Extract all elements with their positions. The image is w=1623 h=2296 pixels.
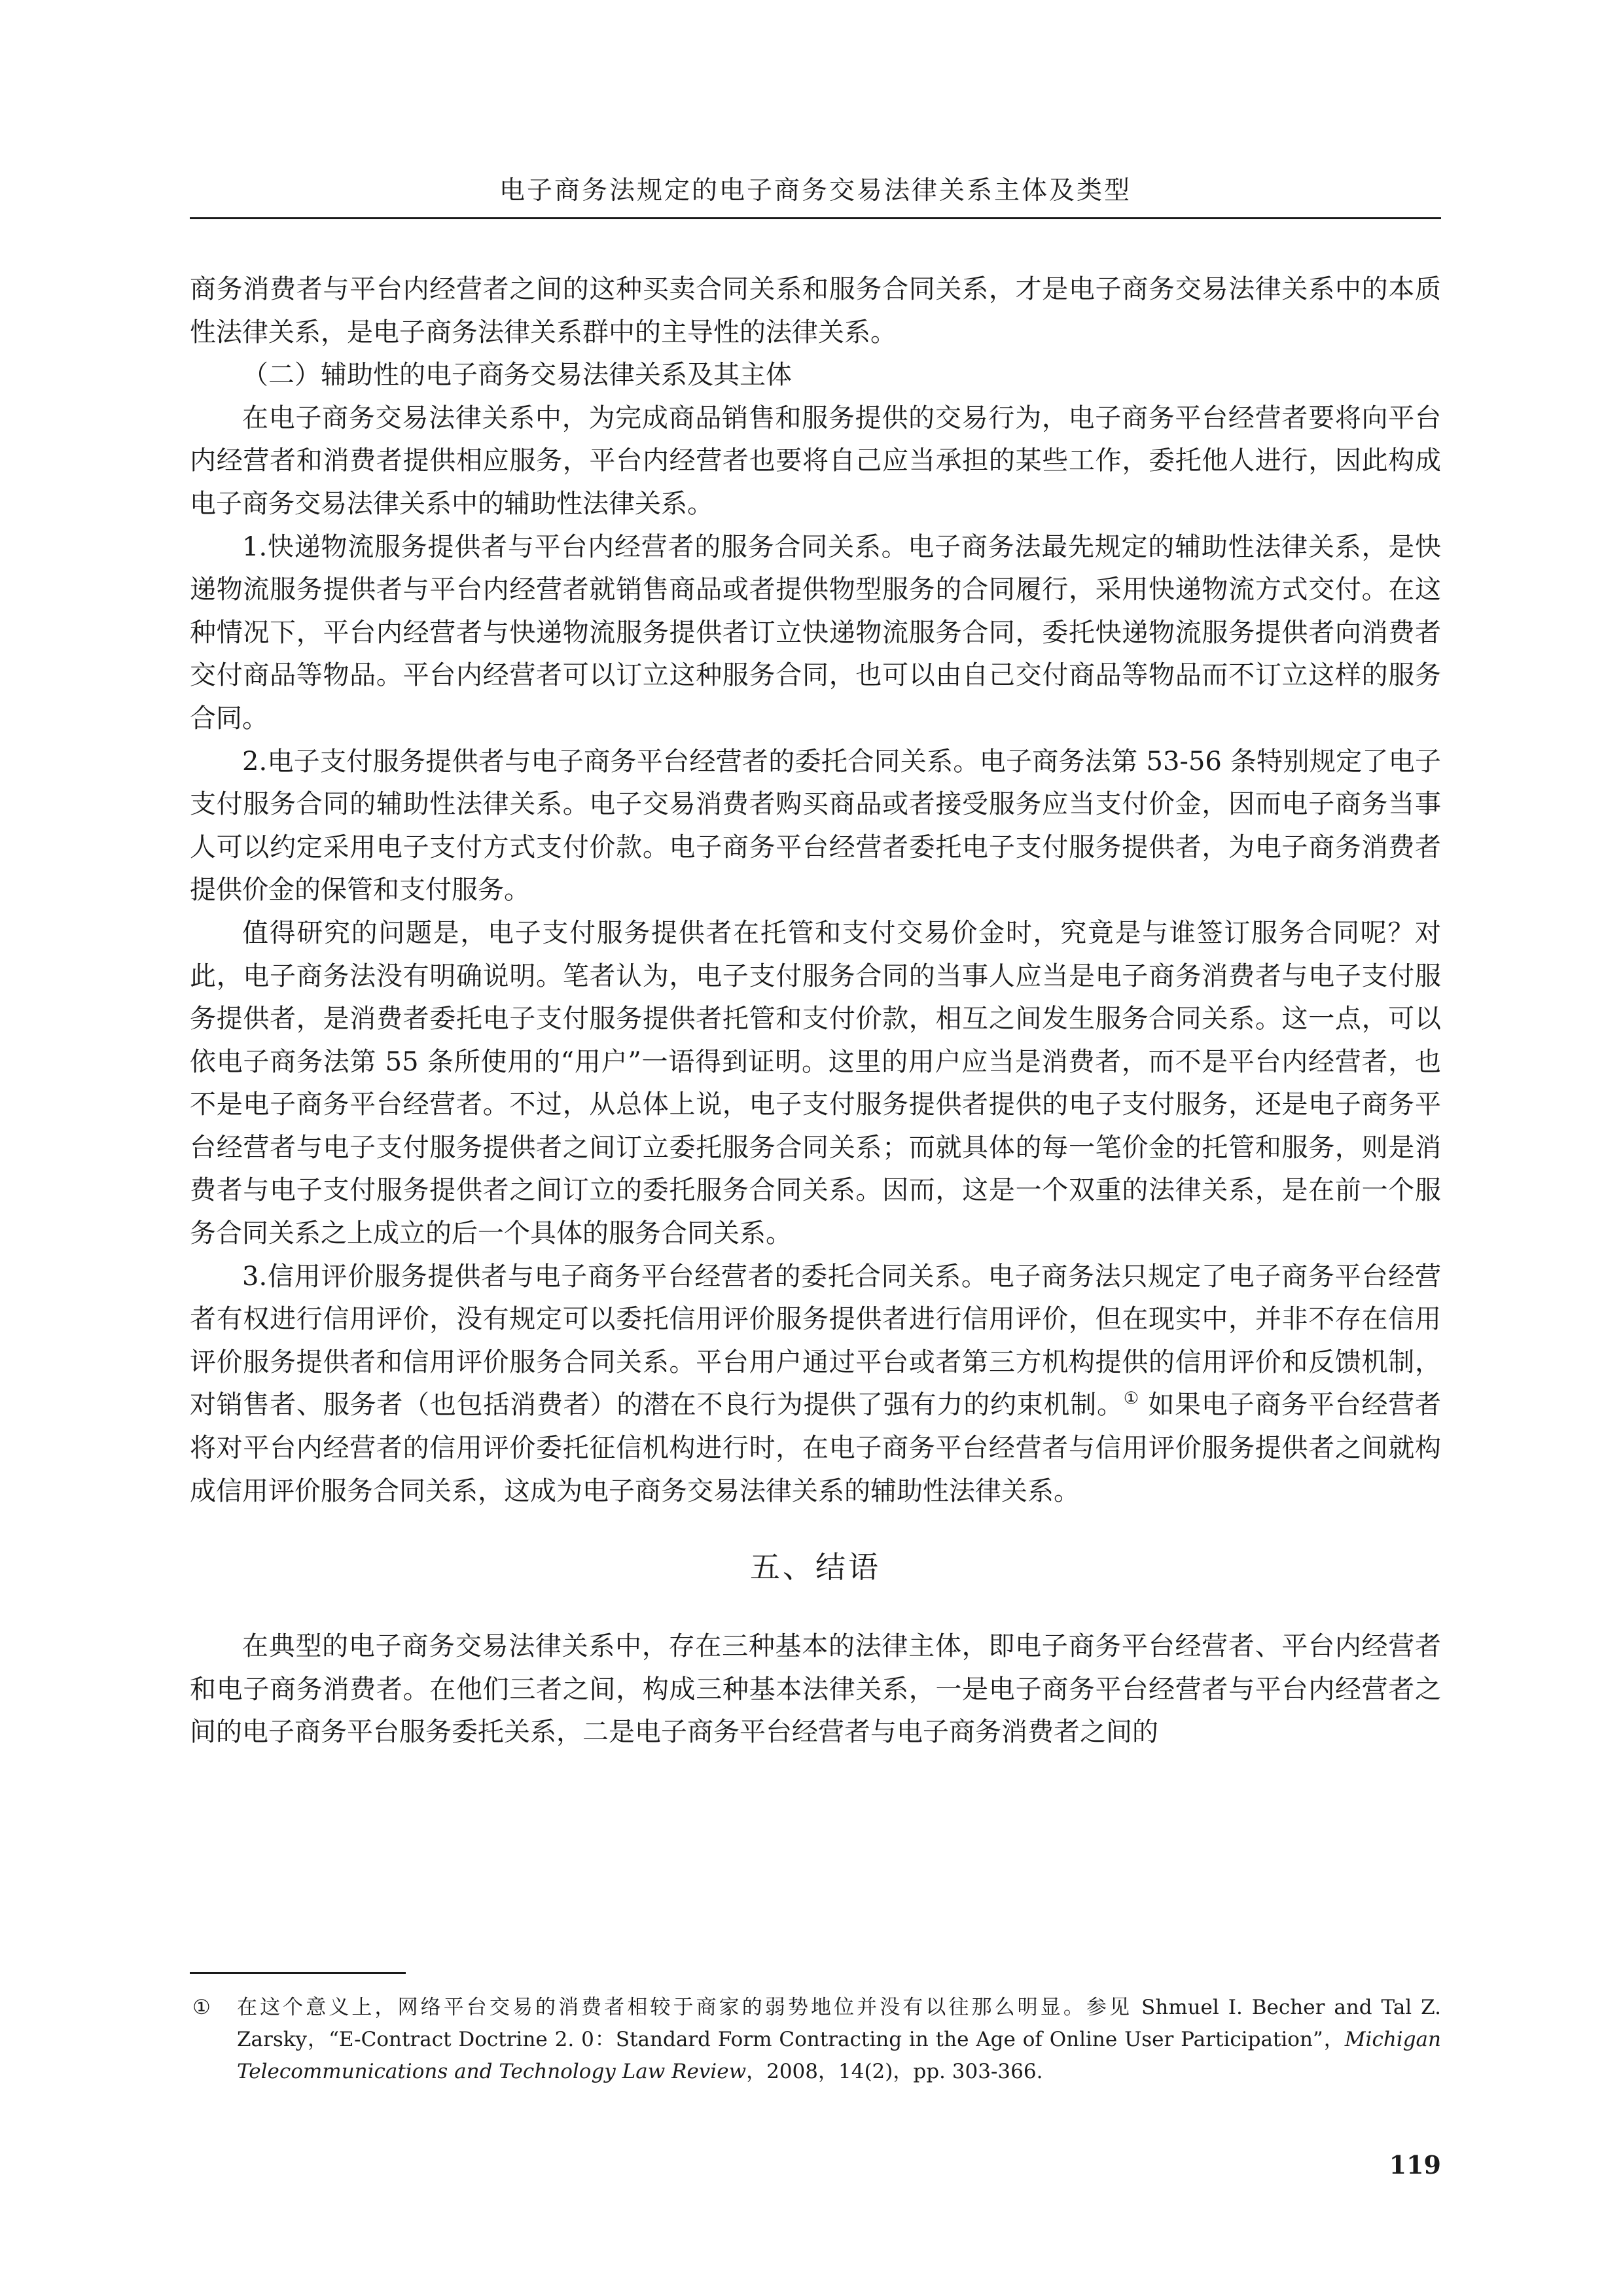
header-rule <box>190 217 1441 219</box>
page-number: 119 <box>1389 2150 1441 2180</box>
footnote-item <box>190 1992 1441 2088</box>
footnote-reference[interactable]: ① <box>1123 1389 1139 1409</box>
running-header: 电子商务法规定的电子商务交易法律关系主体及类型 <box>499 176 1132 205</box>
paragraph-auxiliary-relations: 在电子商务交易法律关系中，为完成商品销售和服务提供的交易行为，电子商务平台经营者要将向平台内经营者和消费者提供相应服务，平台内经营者也要将自己应当承担的某些工作，委托他人进行，因此构成电子商务交易法律关系中的辅助性法律关系。 <box>190 402 1441 519</box>
paragraph-payment-discussion: 值得研究的问题是，电子支付服务提供者在托管和支付交易价金时，究竟是与谁签订服务合同呢？对此，电子商务法没有明确说明。笔者认为，电子支付服务合同的当事人应当是电子商务消费者与电子支付服务提供者，是消费者委托电子支付服务提供者托管和支付价款，相互之间发生服务合同关系。这一点，可以依电子商务法第 55 条所使用的“用户”一语得到证明。这里的用户应当是消费者，而不是平台内经营者，也不是电子商务平台经营者。不过，从总体上说，电子支付服务提供者提供的电子支付服务，还是电子商务平台经营者与电子支付服务提供者之间订立委托服务合同关系；而就具体的每一笔价金的托管和服务，则是消费者与电子支付服务提供者之间订立的委托服务合同关系。因而，这是一个双重的法律关系，是在前一个服务合同关系之上成立的后一个具体的服务合同关系。 <box>190 917 1441 1249</box>
footnote-text-end: ，2008，14(2)，pp. 303-366. <box>746 2060 1043 2083</box>
paragraph-conclusion: 在典型的电子商务交易法律关系中，存在三种基本的法律主体，即电子商务平台经营者、平台内经营者和电子商务消费者。在他们三者之间，构成三种基本法律关系，一是电子商务平台经营者与平台内经营者之间的电子商务平台服务委托关系，二是电子商务平台经营者与电子商务消费者之间的 <box>190 1631 1441 1748</box>
footnote-journal: Michigan Telecommunications and Technology Law Review <box>237 2028 1441 2083</box>
footnote-text-start: 在这个意义上，网络平台交易的消费者相较于商家的弱势地位并没有以往那么明显。参见 Shmuel I. Becher and Tal Z. Zarsky，“E-Contract Doctrine 2. 0：Standard Form Contracting in the Age of Online User Participation”， <box>237 1996 1441 2051</box>
credit-evaluation-text-b: 如果电子商务平台经营者将对平台内经营者的信用评价委托征信机构进行时，在电子商务平台经营者与信用评价服务提供者之间就构成信用评价服务合同关系，这成为电子商务交易法律关系的辅助性法律关系。 <box>190 1390 1442 1506</box>
credit-evaluation-text-a: 3.信用评价服务提供者与电子商务平台经营者的委托合同关系。电子商务法只规定了电子商务平台经营者有权进行信用评价，没有规定可以委托信用评价服务提供者进行信用评价，但在现实中，并非不存在信用评价服务提供者和信用评价服务合同关系。平台用户通过平台或者第三方机构提供的信用评价和反馈机制，对销售者、服务者（也包括消费者）的潜在不良行为提供了强有力的约束机制。 <box>190 1261 1441 1421</box>
footnote-rule <box>190 1972 406 1974</box>
paragraph-credit-evaluation <box>190 1256 1441 1513</box>
body-text <box>190 268 1441 1754</box>
paragraph-continuation: 商务消费者与平台内经营者之间的这种买卖合同关系和服务合同关系，才是电子商务交易法律关系中的本质性法律关系，是电子商务法律关系群中的主导性的法律关系。 <box>190 274 1441 347</box>
subsection-heading: （二）辅助性的电子商务交易法律关系及其主体 <box>242 360 792 391</box>
section-title: 五、结语 <box>750 1549 881 1585</box>
footnotes <box>190 1992 1441 2088</box>
paragraph-express-logistics: 1.快递物流服务提供者与平台内经营者的服务合同关系。电子商务法最先规定的辅助性法律关系，是快递物流服务提供者与平台内经营者就销售商品或者提供物型服务的合同履行，采用快递物流方式交付。在这种情况下，平台内经营者与快递物流服务提供者订立快递物流服务合同，委托快递物流服务提供者向消费者交付商品等物品。平台内经营者可以订立这种服务合同，也可以由自己交付商品等物品而不订立这样的服务合同。 <box>190 531 1441 733</box>
paragraph-electronic-payment: 2.电子支付服务提供者与电子商务平台经营者的委托合同关系。电子商务法第 53-56 条特别规定了电子支付服务合同的辅助性法律关系。电子交易消费者购买商品或者接受服务应当支付价金，因而电子商务当事人可以约定采用电子支付方式支付价款。电子商务平台经营者委托电子支付服务提供者，为电子商务消费者提供价金的保管和支付服务。 <box>190 746 1441 906</box>
footnote-marker: ① <box>192 1996 211 2019</box>
